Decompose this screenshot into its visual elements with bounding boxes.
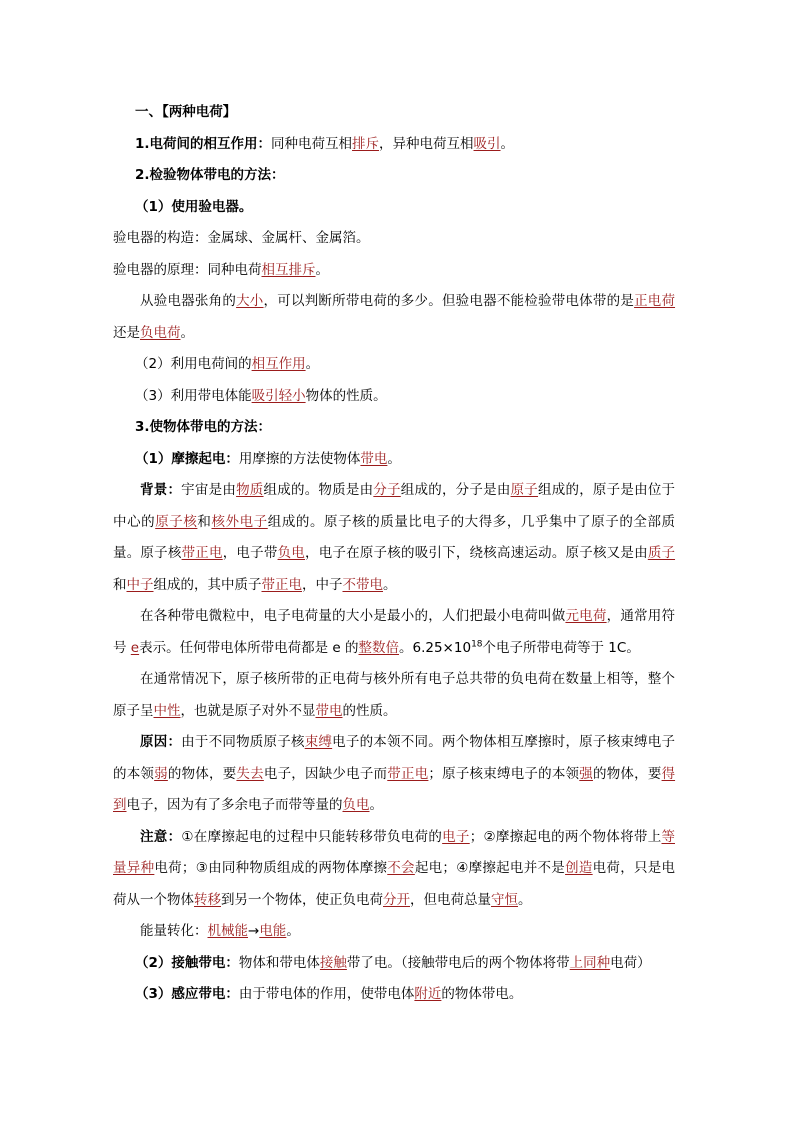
- text: 电子，因缺少电子而: [263, 765, 388, 782]
- paragraph-energy: [113, 916, 675, 948]
- answer-electric-energy: 电能: [259, 923, 287, 939]
- answer-mechanical-energy: 机械能: [207, 923, 248, 939]
- text: 同种电荷互相: [271, 135, 353, 152]
- paragraph-angle: [113, 286, 675, 349]
- text: ，但电荷总量: [410, 891, 491, 908]
- answer-neutron: 中子: [126, 576, 154, 593]
- answer-elementary-charge: 元电荷: [565, 608, 607, 624]
- text: ，中子: [302, 576, 343, 593]
- text: ；②摩擦起电的两个物体将带上: [469, 828, 662, 845]
- answer-bind: 束缚: [304, 734, 333, 750]
- charge-method-heading: 3.使物体带电的方法：: [135, 419, 272, 435]
- text: 个电子所带电荷等于 1C。: [482, 639, 640, 656]
- answer-conserved: 守恒: [491, 891, 518, 908]
- answer-attract-light: 吸引轻小: [251, 387, 306, 404]
- text: 宇宙是由: [181, 482, 237, 498]
- answer-electron: 电子: [442, 828, 470, 845]
- section-heading: 一、【两种电荷】: [135, 104, 237, 120]
- text: 电荷，只是电荷从一个物体: [113, 860, 676, 908]
- paragraph-contact: [113, 948, 675, 980]
- paragraph-method3: [113, 381, 675, 413]
- text: 的性质。: [342, 702, 397, 719]
- answer-symbol-e: e: [130, 639, 140, 656]
- text: 在通常情况下，原子核所带的正电荷与核外所有电子总共带的负电荷在数量上相等，整个原子呈: [113, 671, 675, 719]
- interaction-label: 1.电荷间的相互作用：: [135, 135, 272, 152]
- answer-molecule: 分子: [373, 482, 401, 498]
- answer-mutual-repel: 相互排斥: [261, 261, 316, 278]
- answer-integer-multiple: 整数倍: [358, 639, 399, 656]
- text: ，也就是原子对外不显: [180, 702, 316, 719]
- answer-equal-opposite: 等量异种: [113, 828, 675, 876]
- text: 电子的本领不同。两个物体相互摩擦时，原子核束缚电子的本领: [113, 734, 676, 782]
- text: 组成的。原子核的质量比电子的大得多，几乎集中了原子的全部质量。原子核: [113, 513, 676, 561]
- text: 。: [305, 356, 320, 372]
- text: 物体的性质。: [305, 387, 387, 404]
- answer-negative: 负电: [277, 545, 305, 561]
- text: 组成的，其中质子: [153, 576, 262, 593]
- note-label: 注意：: [140, 828, 182, 845]
- paragraph-reason: [113, 727, 675, 822]
- text: 从验电器张角的: [140, 293, 237, 309]
- answer-will-not: 不会: [387, 860, 415, 876]
- answer-separate: 分开: [383, 891, 410, 908]
- text: 。: [315, 261, 329, 278]
- text: 能量转化：: [140, 923, 208, 939]
- answer-become-negative: 负电: [342, 797, 370, 813]
- paragraph-method2: [113, 349, 675, 381]
- text: 的物体，要: [592, 765, 662, 782]
- paragraph-friction: [113, 444, 675, 476]
- answer-transfer: 转移: [194, 891, 221, 908]
- text: 验电器的原理：同种电荷: [113, 261, 262, 278]
- text: 用摩擦的方法使物体: [238, 450, 361, 467]
- text: 。: [383, 576, 397, 593]
- answer-proton-positive: 带正电: [261, 576, 302, 593]
- answer-gain: 得到: [113, 765, 676, 813]
- answer-positive: 带正电: [181, 545, 223, 561]
- text: 表示。任何带电体所带电荷都是 e 的: [139, 639, 359, 656]
- text: ①在摩擦起电的过程中只能转移带负电荷的: [181, 828, 443, 845]
- reason-label: 原因：: [140, 734, 182, 750]
- answer-charged-property: 带电: [315, 702, 343, 719]
- text: ，电子在原子核的吸引下，绕核高速运动。原子核又是由: [305, 545, 648, 561]
- answer-neutral: 不带电: [342, 576, 383, 593]
- answer-interaction: 相互作用: [251, 356, 306, 372]
- answer-charged: 带电: [360, 450, 388, 467]
- text: 和: [197, 513, 212, 530]
- text: ，电子带: [222, 545, 278, 561]
- contact-label: （2）接触带电：: [135, 954, 239, 971]
- answer-positive-charge: 正电荷: [634, 293, 676, 309]
- paragraph-structure: 验电器的构造：金属球、金属杆、金属箔。: [113, 230, 370, 246]
- answer-electrons: 核外电子: [211, 513, 268, 530]
- arrow: →: [248, 923, 260, 939]
- method-heading: 2.检验物体带电的方法：: [135, 167, 285, 183]
- answer-nucleus: 原子核: [155, 513, 198, 530]
- text: （3）利用带电体能: [135, 387, 252, 404]
- text: 组成的，分子是由: [400, 482, 511, 498]
- answer-strong: 强: [579, 765, 593, 782]
- text: 物体和带电体: [238, 954, 320, 971]
- answer-attract: 吸引: [473, 135, 501, 152]
- text: 带了电。（接触带电后的两个物体将带: [346, 954, 570, 971]
- text: 。6.25×10: [399, 639, 472, 656]
- answer-matter: 物质: [236, 482, 264, 498]
- text: ；原子核束缚电子的本领: [428, 765, 580, 782]
- answer-atom: 原子: [510, 482, 539, 498]
- answer-become-positive: 带正电: [387, 765, 429, 782]
- answer-negative-charge: 负电荷: [140, 324, 181, 341]
- answer-same-kind: 上同种: [569, 954, 611, 971]
- paragraph-elementary-charge: [113, 601, 675, 664]
- text: 由于不同物质原子核: [181, 734, 305, 750]
- paragraph-background: [113, 475, 675, 601]
- text: 和: [113, 576, 127, 593]
- text: 到另一个物体，使正负电荷: [221, 891, 383, 908]
- paragraph-induction: [113, 979, 675, 1011]
- text: 在各种带电微粒中，电子电荷量的大小是最小的，人们把最小电荷叫做: [140, 608, 566, 624]
- answer-size: 大小: [236, 293, 264, 309]
- text: 。: [500, 135, 515, 152]
- paragraph-note: [113, 822, 675, 917]
- document-content: [113, 97, 675, 1011]
- induction-label: （3）感应带电：: [135, 986, 239, 1002]
- background-label: 背景：: [140, 482, 182, 498]
- text: 。: [369, 797, 383, 813]
- paragraph-neutral: [113, 664, 675, 727]
- text: ，可以判断所带电荷的多少。但验电器不能检验带电体带的是: [263, 293, 635, 309]
- text: （2）利用电荷间的: [135, 356, 252, 372]
- answer-lose: 失去: [236, 765, 264, 782]
- text: 组成的。物质是由: [263, 482, 374, 498]
- text: 。: [518, 891, 532, 908]
- text: 电荷）: [610, 954, 651, 971]
- use-electroscope-heading: （1）使用验电器。: [135, 198, 253, 215]
- text: 由于带电体的作用，使带电体: [238, 986, 415, 1002]
- text: ，异种电荷互相: [379, 135, 474, 152]
- answer-weak: 弱: [154, 765, 168, 782]
- answer-repel: 排斥: [352, 135, 380, 152]
- paragraph-principle: [113, 255, 675, 287]
- paragraph-interaction: [113, 129, 675, 161]
- text: 的物体，要: [167, 765, 237, 782]
- exponent: 18: [471, 639, 483, 649]
- text: 电荷；③由同种物质组成的两物体摩擦: [154, 860, 388, 876]
- text: 组成的，原子是由位于中心的: [113, 482, 676, 530]
- text: 。: [286, 923, 300, 939]
- text: 电子，因为有了多余电子而带等量的: [126, 797, 343, 813]
- answer-contact: 接触: [319, 954, 347, 971]
- text: 的物体带电。: [441, 986, 523, 1002]
- text: 。: [180, 324, 194, 341]
- friction-label: （1）摩擦起电：: [135, 450, 239, 467]
- answer-neutrality: 中性: [153, 702, 181, 719]
- text: ，通常用符号: [113, 608, 676, 656]
- text: 。: [387, 450, 401, 467]
- text: 起电；④摩擦起电并不是: [414, 860, 566, 876]
- answer-create: 创造: [565, 860, 593, 876]
- answer-nearby: 附近: [414, 986, 442, 1002]
- answer-proton: 质子: [647, 545, 676, 561]
- text: 还是: [113, 324, 140, 341]
